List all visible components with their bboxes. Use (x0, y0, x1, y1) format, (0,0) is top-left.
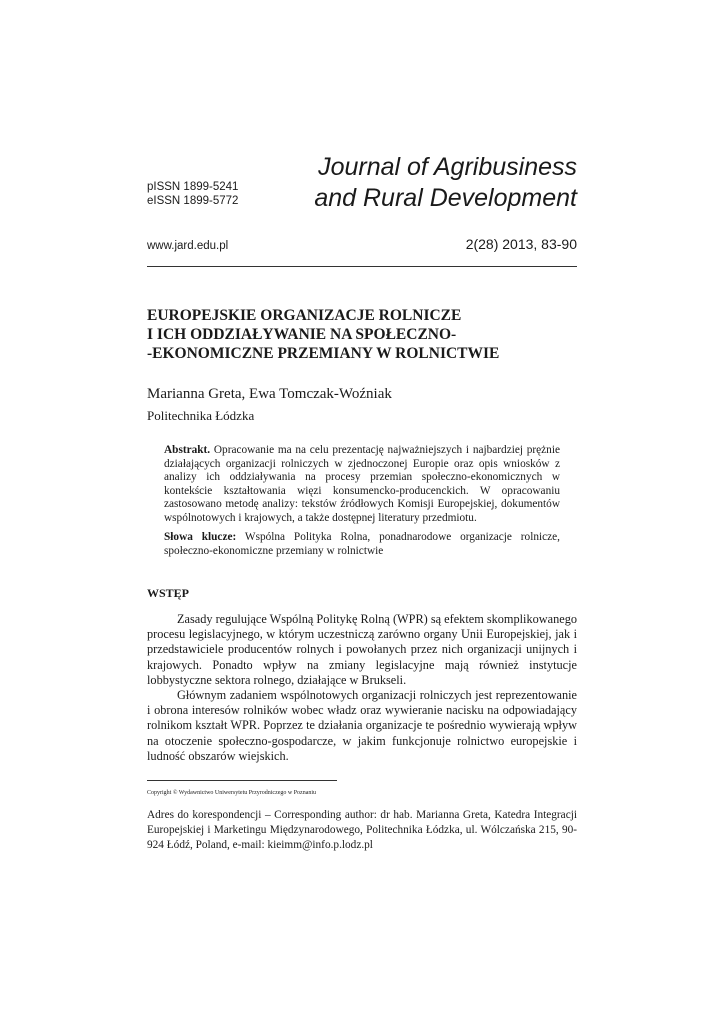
article-title-line1: EUROPEJSKIE ORGANIZACJE ROLNICZE (147, 307, 462, 324)
pissn: pISSN 1899-5241 (147, 181, 239, 193)
keywords (164, 531, 560, 558)
article-title-line2: I ICH ODDZIAŁYWANIE NA SPOŁECZNO- (147, 326, 457, 343)
footnote-divider (147, 780, 337, 781)
paragraph-2: Głównym zadaniem wspólnotowych organizacji rolniczych jest reprezentowanie i obrona interesów rolników wobec władz oraz wywieranie nacisku na odpowiadający rolnikom kształt WPR. Poprzez te działania organizacje te pośrednio wywierają wpływ na otoczenie społeczno-gospodarcze, w jakim funkcjonuje rolnictwo europejskie i ludność obszarów wiejskich. (147, 688, 577, 763)
body-text (147, 612, 577, 764)
paragraph-1: Zasady regulujące Wspólną Politykę Rolną (WPR) są efektem skomplikowanego procesu legislacyjnego, w którym uczestniczą zarówno organy Unii Europejskiej, jak i przedstawiciele producentów rolnych i powołanych przez nich organizacji unijnych i krajowych. Ponadto wpływ na zmiany legislacyjne mają również instytucje lobbystyczne sektora rolnego, działające w Brukseli. (147, 612, 578, 687)
correspondence-address: Adres do korespondencji – Corresponding author: dr hab. Marianna Greta, Katedra Integracji Europejskiej i Marketingu Międzynarodowego, Politechnika Łódzka, ul. Wólczańska 215, 90-924 Łódź, Poland, e-mail: kieimm@info.p.lodz.pl (147, 809, 577, 851)
article-title (147, 306, 577, 363)
abstract (164, 444, 560, 526)
header-divider (147, 266, 577, 267)
issue-info: 2(28) 2013, 83-90 (465, 236, 577, 252)
copyright-notice: Copyright © Wydawnictwo Uniwersytetu Przyrodniczego w Poznaniu (147, 790, 317, 796)
journal-title (314, 152, 577, 214)
abstract-label: Abstrakt. (164, 444, 211, 456)
authors: Marianna Greta, Ewa Tomczak-Woźniak (147, 386, 392, 402)
journal-title-line2: and Rural Development (314, 184, 577, 212)
article-title-line3: -EKONOMICZNE PRZEMIANY W ROLNICTWIE (147, 345, 500, 362)
affiliation: Politechnika Łódzka (147, 408, 255, 423)
keywords-text: Wspólna Polityka Rolna, ponadnarodowe organizacje rolnicze, społeczno-ekonomiczne przemiany w rolnictwie (164, 531, 560, 557)
journal-title-line1: Journal of Agribusiness (318, 153, 577, 181)
section-heading: WSTĘP (147, 586, 190, 600)
issn-block (147, 180, 238, 208)
keywords-label: Słowa klucze: (164, 531, 237, 543)
journal-website: www.jard.edu.pl (147, 240, 229, 252)
abstract-text: Opracowanie ma na celu prezentację najważniejszych i najbardziej prężnie działających organizacji rolniczych w zjednoczonej Europie oraz opis wniosków z analizy ich oddziaływania na procesy przemian społeczno-ekonomicznych w kontekście kształtowania więzi konsumencko-producenckich. W opracowaniu zastosowano metodę analizy: tekstów źródłowych Komisji Europejskiej, dokumentów wspólnotowych i krajowych, a także dostępnej literatury przedmiotu. (164, 444, 560, 524)
eissn: eISSN 1899-5772 (147, 195, 239, 207)
